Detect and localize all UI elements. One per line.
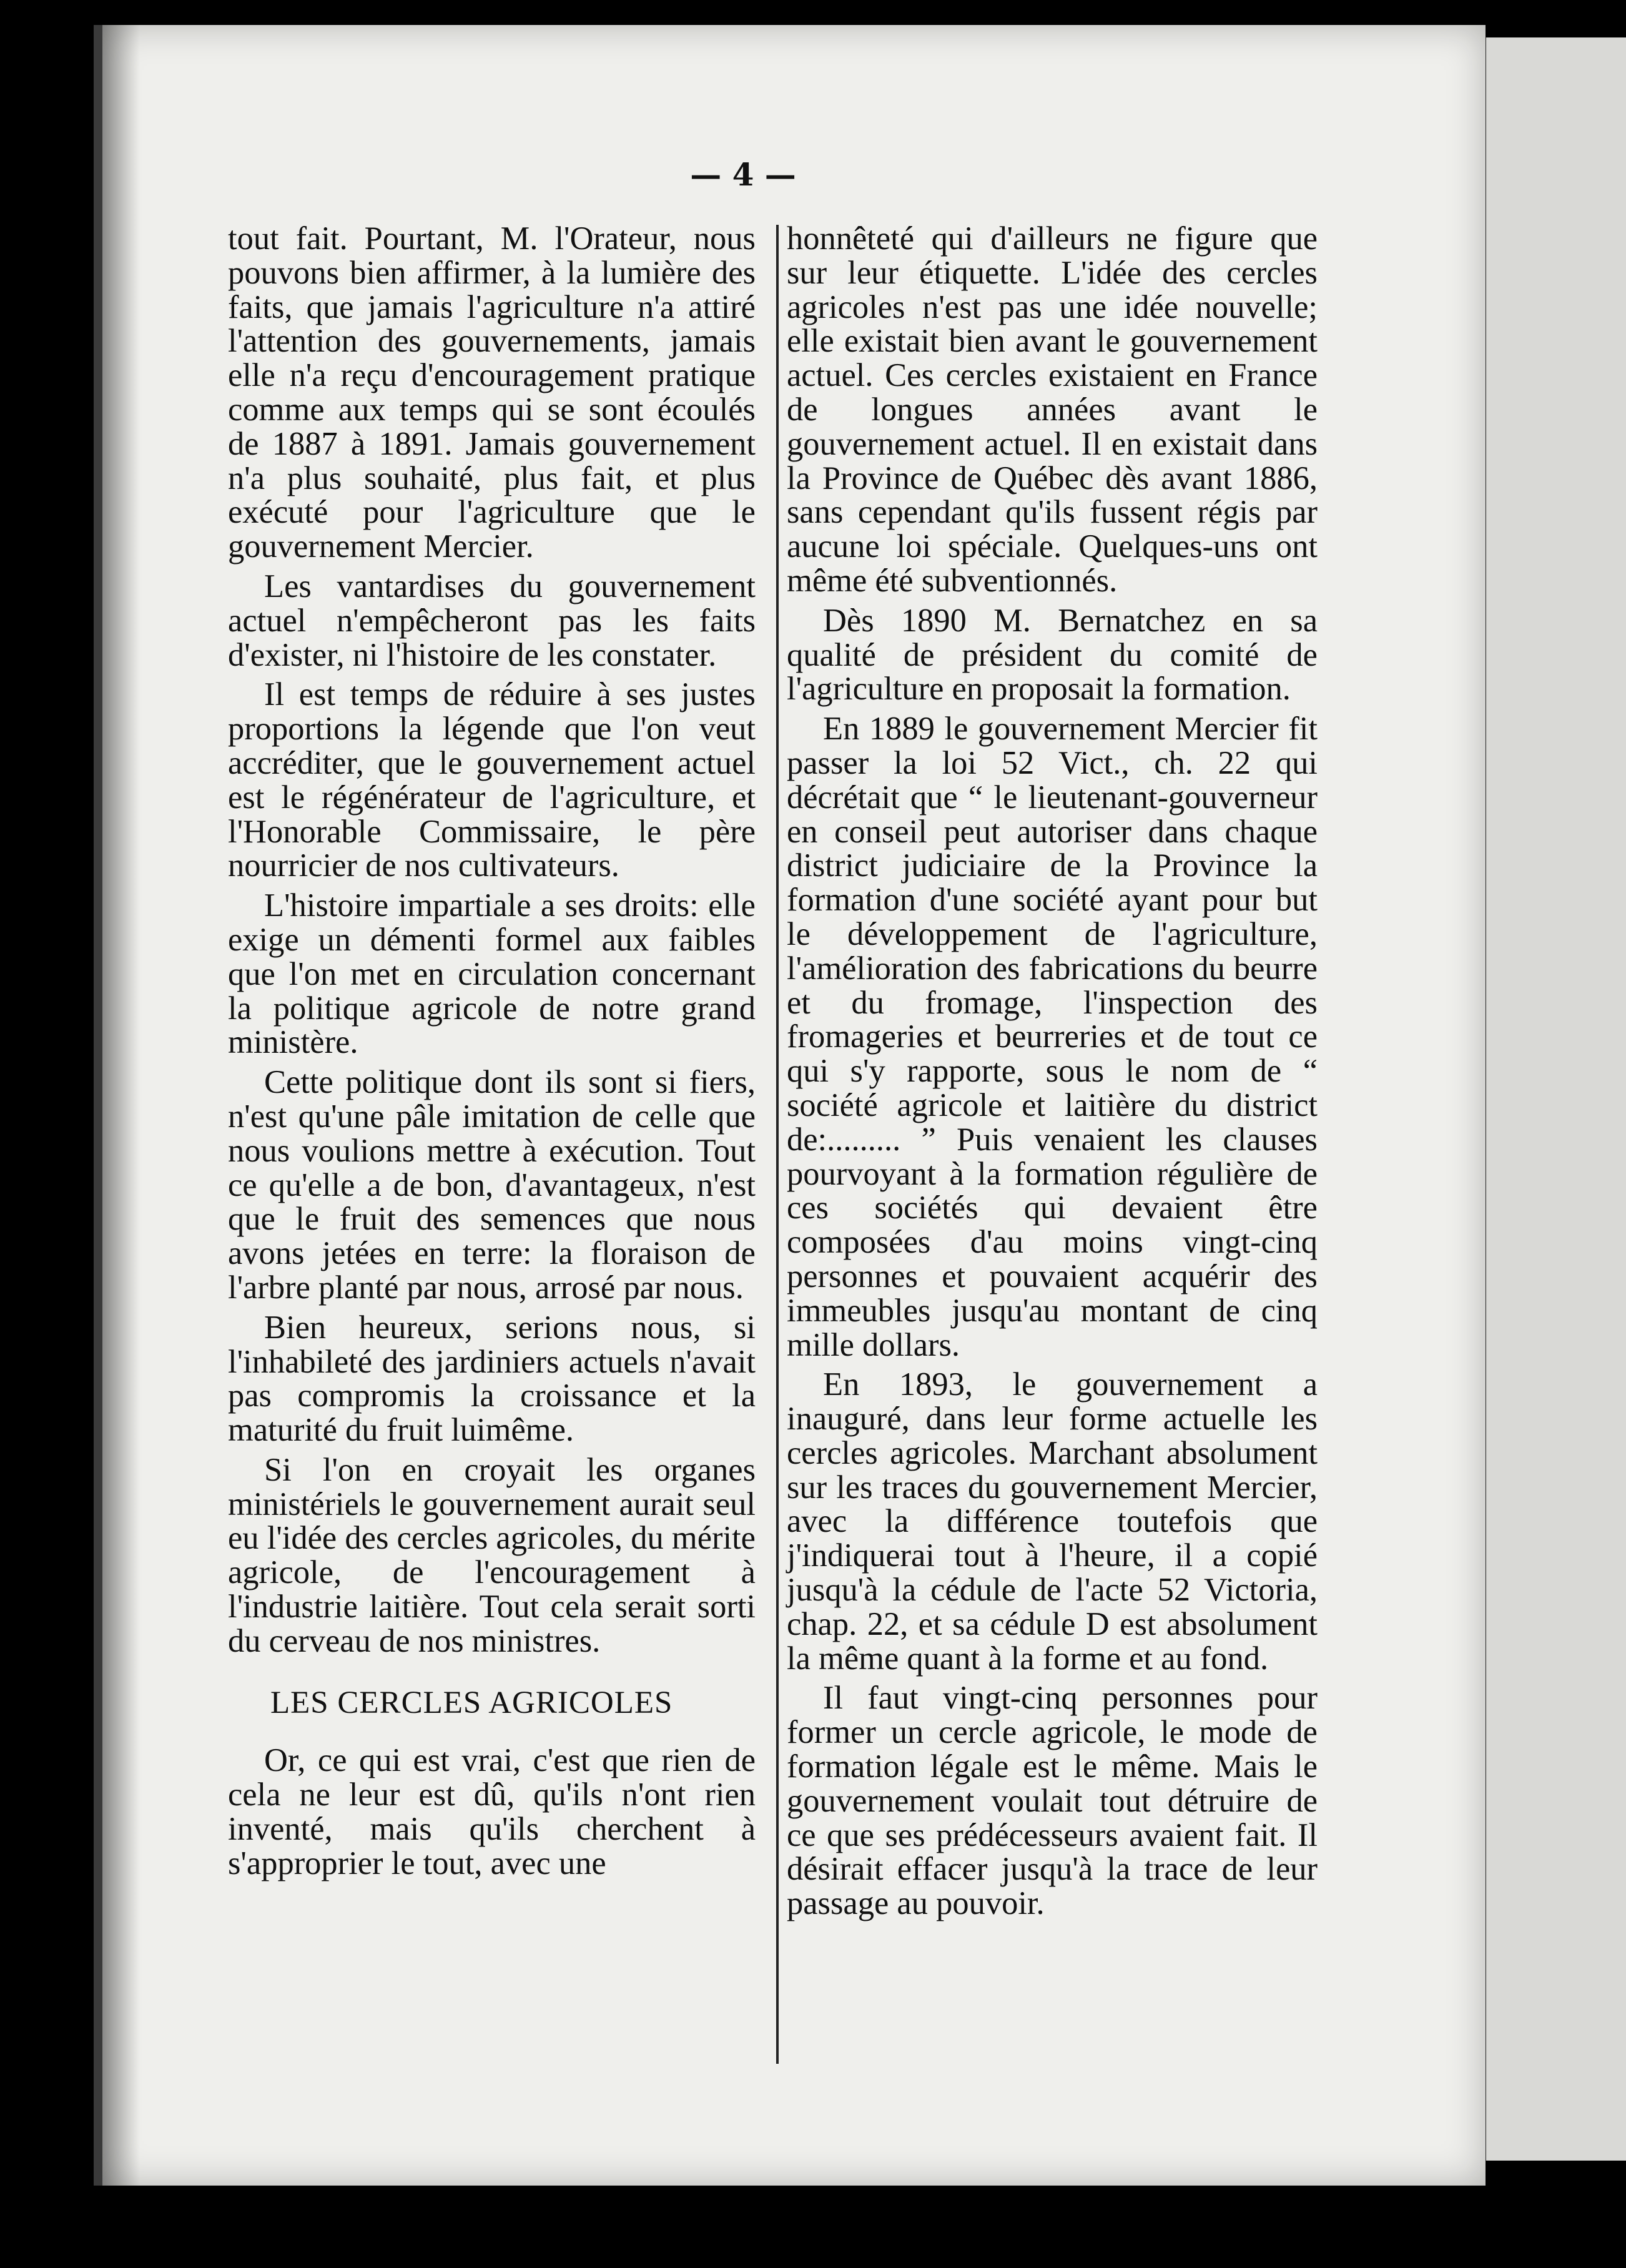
right-column [787,222,1318,1926]
left-paragraph-7: Si l'on en croyait les organes ministériels le gouvernement aurait seul eu l'idée des cercles agricoles, du mérite agricole, de l'encouragement à l'industrie laitière. Tout cela serait sorti du cerveau de nos ministres. [228,1451,756,1659]
right-paragraph-5: Il faut vingt-cinq personnes pour former un cercle agricole, le mode de formation légale est le même. Mais le gouvernement voulait tout détruire de ce que ses prédécesseurs avaient fait. Il désirait effacer jusqu'à la trace de leur passage au pouvoir. [787,1680,1318,1922]
binding-shadow [102,25,140,2186]
right-paragraph-4: En 1893, le gouvernement a inauguré, dans leur forme actuelle les cercles agricoles. Marchant absolument sur les traces du gouvernement Mercier, avec la différence toutefois que j'indiquerai tout à l'heure, il a copié jusqu'à la cédule de l'acte 52 Victoria, chap. 22, et sa cédule D est absolument la même quant à la forme et au fond. [787,1366,1318,1677]
adjacent-page-edge [1480,37,1626,2161]
left-column [228,222,756,1886]
left-paragraph-8: Or, ce qui est vrai, c'est que rien de cela ne leur est dû, qu'ils n'ont rien inventé, mais qu'ils cherchent à s'approprier le tout, avec une [228,1742,756,1881]
right-paragraph-3: En 1889 le gouvernement Mercier fit passer la loi 52 Vict., ch. 22 qui décrétait que “ le lieutenant-gouverneur en conseil peut autoriser dans chaque district judiciaire de la Province la formation d'une société ayant pour but le développement de l'agriculture, l'amélioration des fabrications du beurre et du fromage, l'inspection des fromageries et beurreries et de tout ce qui s'y rapporte, sous le nom de “ société agricole et laitière du district de:......... ” Puis venaient les clauses pourvoyant à la formation régulière de ces sociétés qui devaient être composées d'au moins vingt-cinq personnes et pouvaient acquérir des immeubles jusqu'au montant de cinq mille dollars. [787,711,1318,1363]
left-paragraph-4: L'histoire impartiale a ses droits: elle exige un démenti formel aux faibles que l'on met en circulation concernant la politique agricole de notre grand ministère. [228,887,756,1061]
column-divider [776,225,779,2064]
left-paragraph-3: Il est temps de réduire à ses justes proportions la légende que l'on veut accréditer, que le gouvernement actuel est le régénérateur de l'agriculture, et l'Honorable Commissaire, le père nourricier de nos cultivateurs. [228,676,756,884]
left-paragraph-1: tout fait. Pourtant, M. l'Orateur, nous pouvons bien affirmer, à la lumière des faits, que jamais l'agriculture n'a attiré l'attention des gouvernements, jamais elle n'a reçu d'encouragement pratique comme aux temps qui se sont écoulés de 1887 à 1891. Jamais gouvernement n'a plus souhaité, plus fait, et plus exécuté pour l'agriculture que le gouvernement Mercier. [228,220,756,565]
section-heading: LES CERCLES AGRICOLES [270,1685,673,1720]
page-number: — 4 — [690,156,796,193]
right-paragraph-1: honnêteté qui d'ailleurs ne figure que sur leur étiquette. L'idée des cercles agricoles n'est pas une idée nouvelle; elle existait bien avant le gouvernement actuel. Ces cercles existaient en France de longues années avant le gouvernement actuel. Il en existait dans la Province de Québec dès avant 1886, sans cependant qu'ils fussent régis par aucune loi spéciale. Quelques-uns ont même été subventionnés. [787,220,1318,599]
left-paragraph-6: Bien heureux, serions nous, si l'inhabileté des jardiniers actuels n'avait pas compromis la croissance et la maturité du fruit luimême. [228,1309,756,1449]
right-paragraph-2: Dès 1890 M. Bernatchez en sa qualité de président du comité de l'agriculture en proposait la formation. [787,602,1318,708]
left-paragraph-2: Les vantardises du gouvernement actuel n'empêcheront pas les faits d'exister, ni l'histoire de les constater. [228,568,756,673]
left-paragraph-5: Cette politique dont ils sont si fiers, n'est qu'une pâle imitation de celle que nous voulions mettre à exécution. Tout ce qu'elle a de bon, d'avantageux, n'est que le fruit des semences que nous avons jetées en terre: la floraison de l'arbre planté par nous, arrosé par nous. [228,1064,756,1306]
